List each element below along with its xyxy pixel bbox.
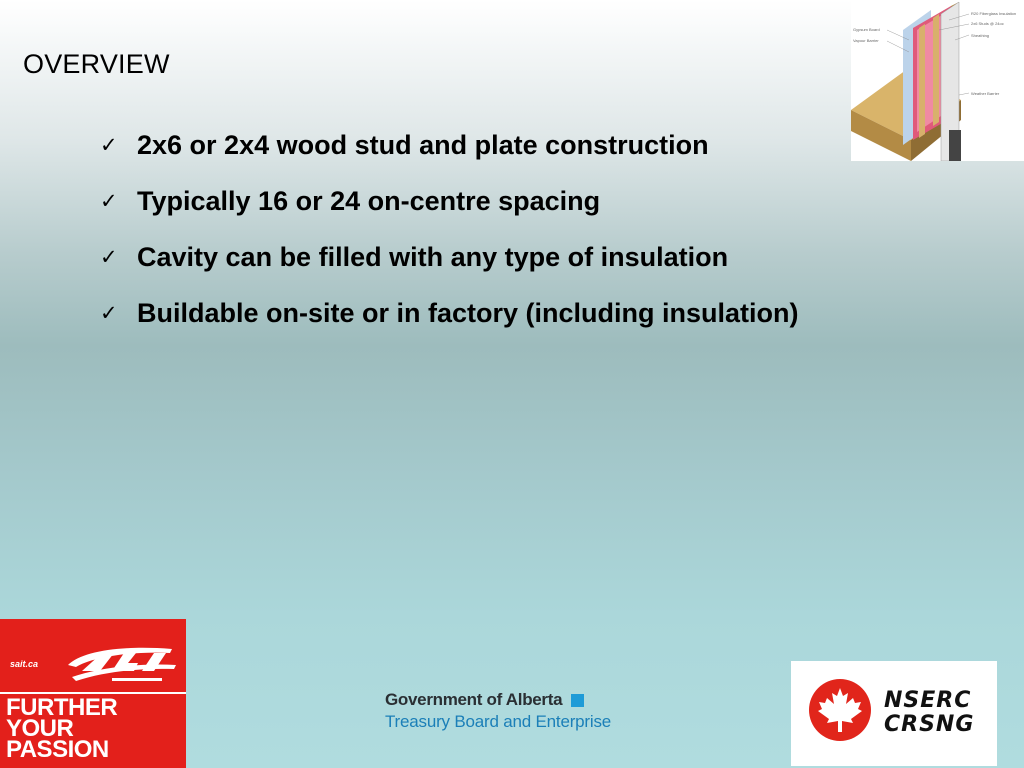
gov-name: Government of Alberta <box>385 690 563 709</box>
sheathing-label: Sheathing <box>971 33 990 38</box>
gypsum-board-label: Gypsum Board <box>853 27 880 32</box>
bullet-text: Cavity can be filled with any type of insulation <box>137 242 729 272</box>
checkmark-icon: ✓ <box>100 246 118 269</box>
maple-leaf-icon <box>808 678 872 742</box>
nserc-wordmark <box>884 689 974 737</box>
checkmark-icon: ✓ <box>100 302 118 325</box>
sait-url: sait.ca <box>10 659 39 669</box>
checkmark-icon: ✓ <box>100 134 118 157</box>
nserc-logo <box>791 661 997 766</box>
sait-logo-block <box>0 619 186 768</box>
bullet-text: Buildable on-site or in factory (including insulation) <box>137 298 799 328</box>
wall-section-diagram <box>851 0 1024 161</box>
sait-slogan <box>6 694 118 763</box>
studs-label: 2x6 Studs @ 24oc <box>971 21 1004 26</box>
gov-line1 <box>385 690 611 710</box>
bullet-item <box>100 239 799 276</box>
checkmark-icon: ✓ <box>100 190 118 213</box>
government-of-alberta-logo <box>385 690 611 732</box>
slogan-line: YOUR <box>6 715 74 742</box>
slogan-line: PASSION <box>6 736 109 763</box>
slide-title: OVERVIEW <box>23 49 170 79</box>
bullet-item <box>100 295 799 332</box>
weather-barrier-label: Weather Barrier <box>971 91 1000 96</box>
gov-department: Treasury Board and Enterprise <box>385 712 612 731</box>
bullet-list <box>100 127 799 351</box>
bullet-item <box>100 183 799 220</box>
bullet-text: Typically 16 or 24 on-centre spacing <box>137 186 601 216</box>
bullet-text: 2x6 or 2x4 wood stud and plate construction <box>137 130 709 160</box>
alberta-square-icon <box>571 694 584 707</box>
crsng-line: CRSNG <box>884 712 975 737</box>
slogan-line: FURTHER <box>6 694 118 721</box>
bullet-item <box>100 127 799 164</box>
insulation-label: R20 Fiberglass Insulation <box>971 11 1017 16</box>
nserc-line: NSERC <box>884 688 972 713</box>
sait-logo <box>62 631 180 691</box>
vapour-barrier-label: Vapour Barrier <box>853 38 879 43</box>
